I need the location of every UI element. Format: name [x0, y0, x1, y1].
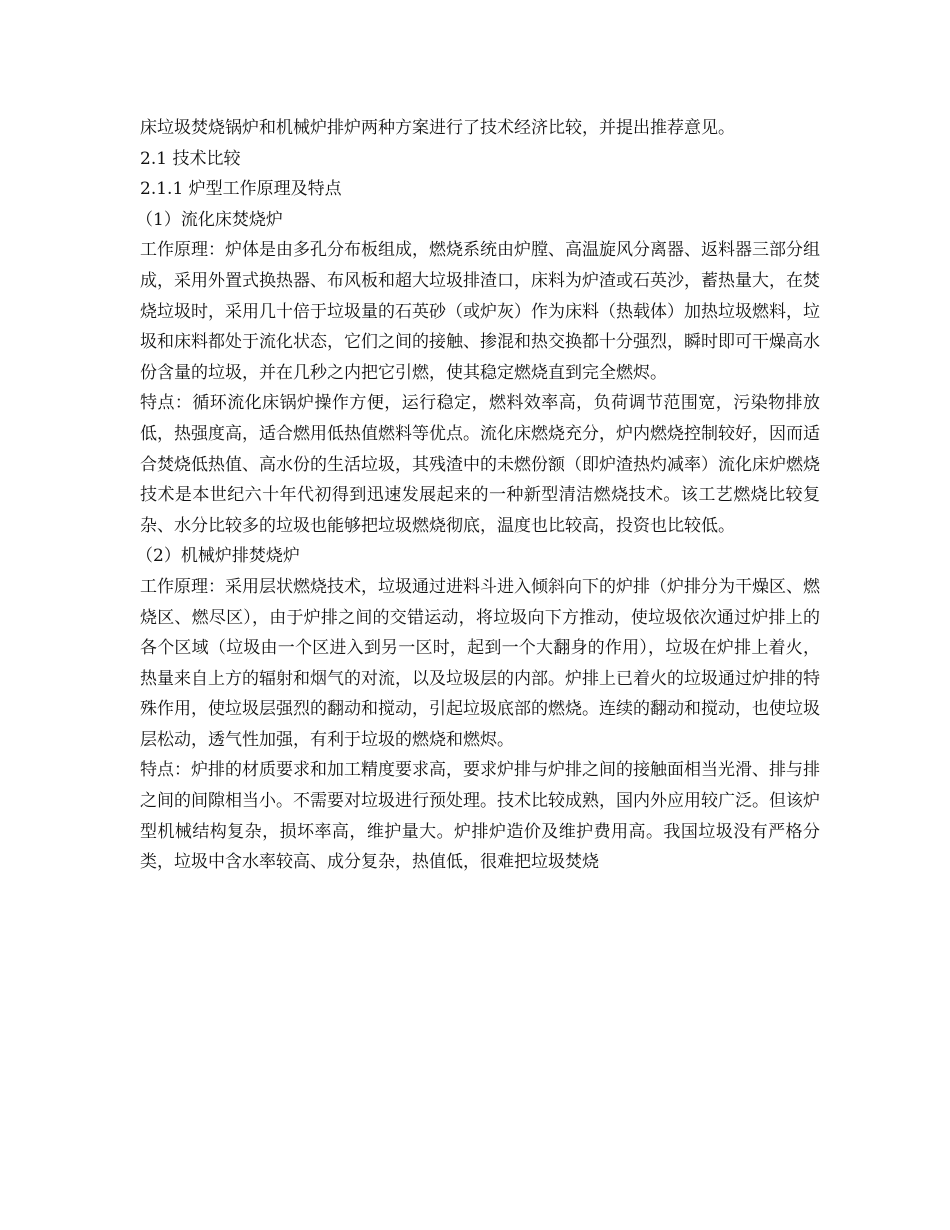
subheading-fluidized-bed: （1）流化床焚烧炉	[136, 209, 283, 230]
paragraph-fluidized-principle: 工作原理：炉体是由多孔分布板组成，燃烧系统由炉膛、高温旋风分离器、返料器三部分组成，采用外置式换热器、布风板和超大垃圾排渣口，床料为炉渣或石英沙，蓄热量大，在焚烧垃圾时，采用几十倍于垃圾量的石英砂（或炉灰）作为床料（热载体）加热垃圾燃料，垃圾和床料都处于流化状态，它们之间的接触、掺混和热交换都十分强烈，瞬时即可干燥高水份含量的垃圾，并在几秒之内把它引燃，使其稳定燃烧直到完全燃烬。	[140, 240, 820, 383]
paragraph-grate-features: 特点：炉排的材质要求和加工精度要求高，要求炉排与炉排之间的接触面相当光滑、排与排之间的间隙相当小。不需要对垃圾进行预处理。技术比较成熟，国内外应用较广泛。但该炉型机械结构复杂，损坏率高，维护量大。炉排炉造价及维护费用高。我国垃圾没有严格分类，垃圾中含水率较高、成分复杂，热值低，很难把垃圾焚烧	[140, 760, 820, 873]
section-heading-2-1-1: 2.1.1 炉型工作原理及特点	[140, 179, 342, 200]
document-page	[136, 113, 820, 878]
paragraph-grate-principle: 工作原理：采用层状燃烧技术，垃圾通过进料斗进入倾斜向下的炉排（炉排分为干燥区、燃烧区、燃尽区），由于炉排之间的交错运动，将垃圾向下方推动，使垃圾依次通过炉排上的各个区域（垃圾由一个区进入到另一区时，起到一个大翻身的作用），垃圾在炉排上着火，热量来自上方的辐射和烟气的对流，以及垃圾层的内部。炉排上已着火的垃圾通过炉排的特殊作用，使垃圾层强烈的翻动和搅动，引起垃圾底部的燃烧。连续的翻动和搅动，也使垃圾层松动，透气性加强，有利于垃圾的燃烧和燃烬。	[140, 576, 820, 750]
paragraph-fluidized-features: 特点：循环流化床锅炉操作方便，运行稳定，燃料效率高，负荷调节范围宽，污染物排放低，热强度高，适合燃用低热值燃料等优点。流化床燃烧充分，炉内燃烧控制较好，因而适合焚烧低热值、高水份的生活垃圾，其残渣中的未燃份额（即炉渣热灼减率）流化床炉燃烧技术是本世纪六十年代初得到迅速发展起来的一种新型清洁燃烧技术。该工艺燃烧比较复杂、水分比较多的垃圾也能够把垃圾燃烧彻底，温度也比较高，投资也比较低。	[140, 393, 820, 536]
paragraph-intro-continuation: 床垃圾焚烧锅炉和机械炉排炉两种方案进行了技术经济比较，并提出推荐意见。	[140, 118, 735, 138]
subheading-grate-furnace: （2）机械炉排焚烧炉	[136, 546, 300, 567]
section-heading-2-1: 2.1 技术比较	[140, 148, 241, 169]
